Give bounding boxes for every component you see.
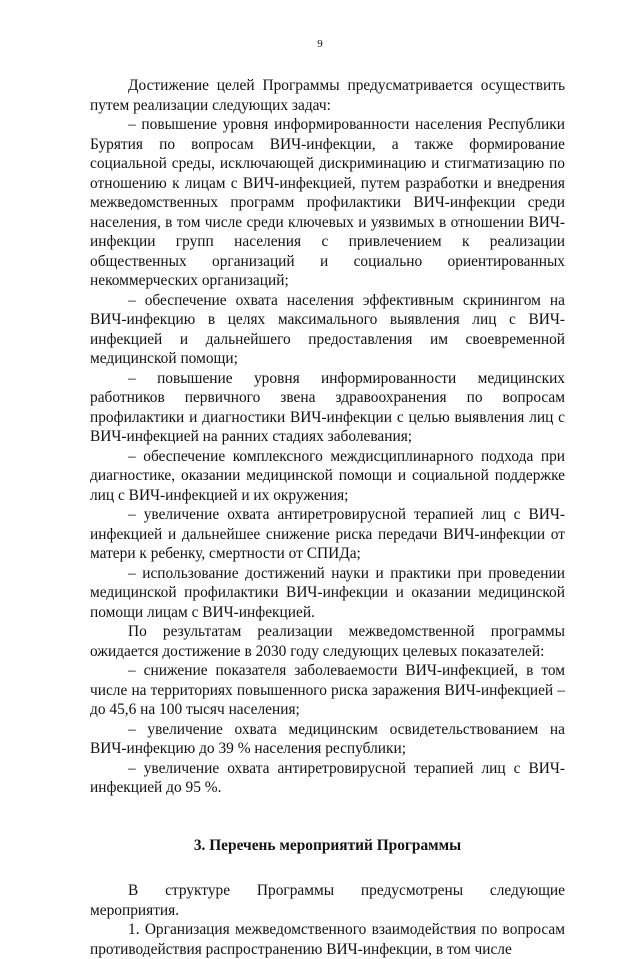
indicator-item: – увеличение охвата медицинским освидетельствованием на ВИЧ-инфекцию до 39 % населения республики; xyxy=(90,720,565,757)
task-item: – обеспечение охвата населения эффективным скринингом на ВИЧ-инфекцию в целях максимального выявления лиц с ВИЧ-инфекцией и дальнейшего предоставления им своевременной медицинской помощи; xyxy=(90,291,565,367)
task-item: – увеличение охвата антиретровирусной терапией лиц с ВИЧ-инфекцией и дальнейшее снижение риска передачи ВИЧ-инфекции от матери к ребенку, смертности от СПИДа; xyxy=(90,506,565,562)
indicator-item: – увеличение охвата антиретровирусной терапией лиц с ВИЧ-инфекцией до 95 %. xyxy=(90,759,565,796)
task-item: – обеспечение комплексного междисциплинарного подхода при диагностике, оказании медицинской помощи и социальной поддержке лиц с ВИЧ-инфекцией и их окружения; xyxy=(90,447,565,504)
task-item: – повышение уровня информированности населения Республики Бурятия по вопросам ВИЧ-инфекции, а также формирование социальной среды, исключающей дискриминацию и стигматизацию по отношению к лицам с ВИЧ-инфекцией, путем разработки и внедрения межведомственных программ профилактики ВИЧ-инфекции среди населения, в том числе среди ключевых и уязвимых в отношении ВИЧ-инфекции групп населения с привлечением к реализации общественных организаций и социально ориентированных некоммерческих организаций; xyxy=(90,116,565,289)
section-heading: 3. Перечень мероприятий Программы xyxy=(193,836,462,854)
intro-paragraph: Достижение целей Программы предусматривается осуществить путем реализации следующих задач: xyxy=(90,77,565,114)
task-item: – повышение уровня информированности медицинских работников первичного звена здравоохранения по вопросам профилактики и диагностики ВИЧ-инфекции с целью выявления лиц с ВИЧ-инфекцией на ранних стадиях заболевания; xyxy=(90,369,565,445)
document-body xyxy=(90,76,565,959)
indicator-item: – снижение показателя заболеваемости ВИЧ-инфекцией, в том числе на территориях повышенного риска заражения ВИЧ-инфекцией – до 45,6 на 100 тысяч населения; xyxy=(90,662,565,718)
section-intro-paragraph: В структуре Программы предусмотрены следующие мероприятия. xyxy=(90,882,565,919)
results-intro-paragraph: По результатам реализации межведомственной программы ожидается достижение в 2030 году следующих целевых показателей: xyxy=(90,623,565,660)
page-number: 9 xyxy=(317,38,323,50)
section-item: 1. Организация межведомственного взаимодействия по вопросам противодействия распространению ВИЧ-инфекции, в том числе xyxy=(90,921,565,958)
task-item: – использование достижений науки и практики при проведении медицинской профилактики ВИЧ-инфекции и оказании медицинской помощи лицам с ВИЧ-инфекцией. xyxy=(90,564,565,621)
